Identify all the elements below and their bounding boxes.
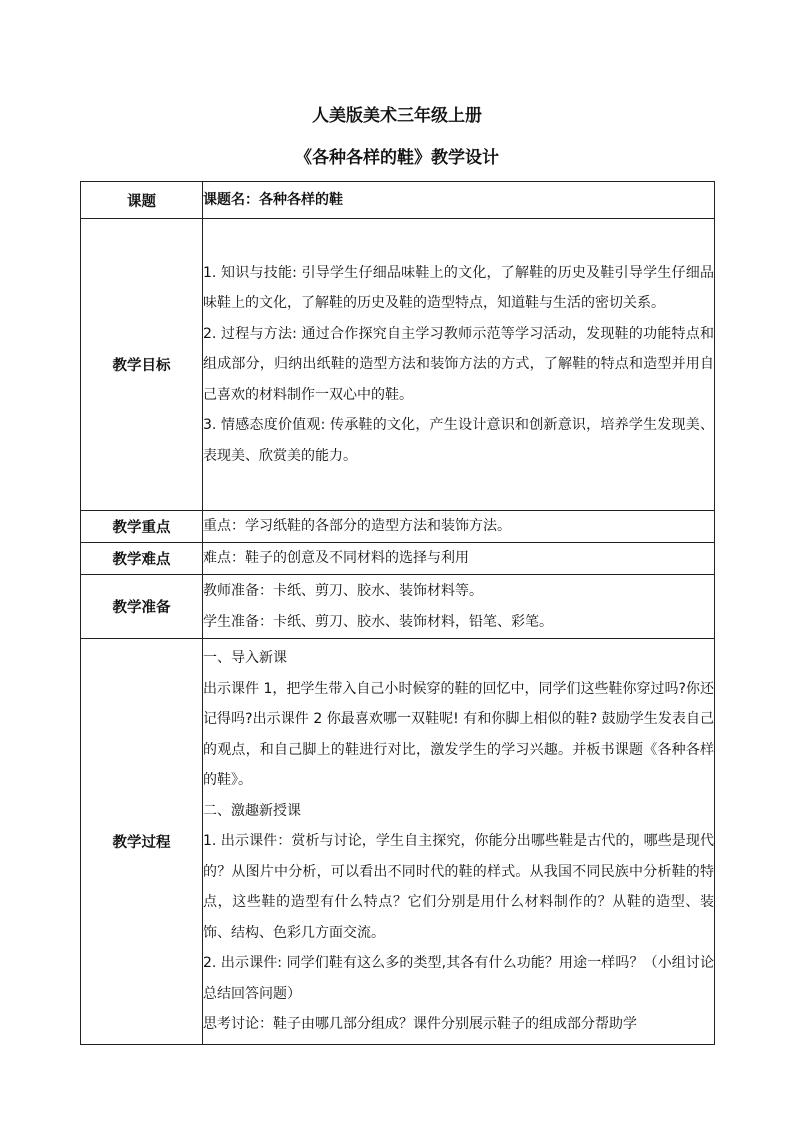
goals-label: 教学目标 [81, 219, 203, 511]
new-lesson-discussion: 思考讨论：鞋子由哪几部分组成？课件分别展示鞋子的组成部分帮助学 [203, 1016, 637, 1033]
table-row-key-points [81, 511, 715, 543]
new-lesson-step-1: 1. 出示课件：赏析与讨论，学生自主探究，你能分出哪些鞋是古代的，哪些是现代的？从图片中分析，可以看出不同时代的鞋的样式。从我国不同民族中分析鞋的特点，这些鞋的造型有什么特点？它们分别是用什么材料制作的？从鞋的造型、装饰、结构、色彩几方面交流。 [203, 833, 714, 941]
document-title: 人美版美术三年级上册 [312, 106, 482, 126]
goal-knowledge: 1. 知识与技能: 引导学生仔细品味鞋上的文化，了解鞋的历史及鞋引导学生仔细品味鞋上的文化，了解鞋的历史及鞋的造型特点，知道鞋与生活的密切关系。 [203, 264, 714, 312]
teacher-preparation: 教师准备：卡纸、剪刀、胶水、装饰材料等。 [203, 583, 483, 599]
student-preparation: 学生准备：卡纸、剪刀、胶水、装饰材料，铅笔、彩笔。 [203, 613, 553, 630]
lesson-plan-table [80, 181, 715, 1045]
key-points-label: 教学重点 [81, 511, 203, 543]
goal-process: 2. 过程与方法: 通过合作探究自主学习教师示范等学习活动，发现鞋的功能特点和组成部分，归纳出纸鞋的造型方法和装饰方法的方式，了解鞋的特点和造型并用自己喜欢的材料制作一双心中的鞋。 [203, 325, 714, 403]
table-row-topic [81, 182, 715, 219]
section-new-lesson-title: 二、激趣新授课 [203, 802, 301, 819]
document-subtitle: 《各种各样的鞋》教学设计 [295, 148, 499, 168]
topic-content: 课题名：各种各样的鞋 [203, 182, 715, 219]
section-intro-text: 出示课件 1，把学生带入自己小时候穿的鞋的回忆中，同学们这些鞋你穿过吗?你还记得吗?出示课件 2 你最喜欢哪一双鞋呢! 有和你脚上相似的鞋? 鼓励学生发表自己的观点，和自己脚上的鞋进行对比，激发学生的学习兴趣。并板书课题《各种各样的鞋》。 [203, 680, 714, 789]
topic-label: 课题 [81, 182, 203, 219]
table-row-process [81, 639, 715, 1045]
table-row-difficulties [81, 543, 715, 575]
difficulties-content: 难点：鞋子的创意及不同材料的选择与利用 [203, 543, 715, 575]
key-points-content: 重点：学习纸鞋的各部分的造型方法和装饰方法。 [203, 511, 715, 543]
preparation-content [203, 575, 715, 639]
process-content [203, 639, 715, 1045]
preparation-label: 教学准备 [81, 575, 203, 639]
section-intro-title: 一、导入新课 [203, 650, 287, 667]
new-lesson-step-2: 2. 出示课件: 同学们鞋有这么多的类型,其各有什么功能？用途一样吗？（小组讨论总结回答问题） [203, 955, 714, 1002]
difficulties-label: 教学难点 [81, 543, 203, 575]
process-label: 教学过程 [81, 639, 203, 1045]
goals-content [203, 219, 715, 511]
table-row-goals [81, 219, 715, 511]
goal-attitude: 3. 情感态度价值观: 传承鞋的文化，产生设计意识和创新意识，培养学生发现美、表现美、欣赏美的能力。 [203, 417, 714, 464]
table-row-preparation [81, 575, 715, 639]
